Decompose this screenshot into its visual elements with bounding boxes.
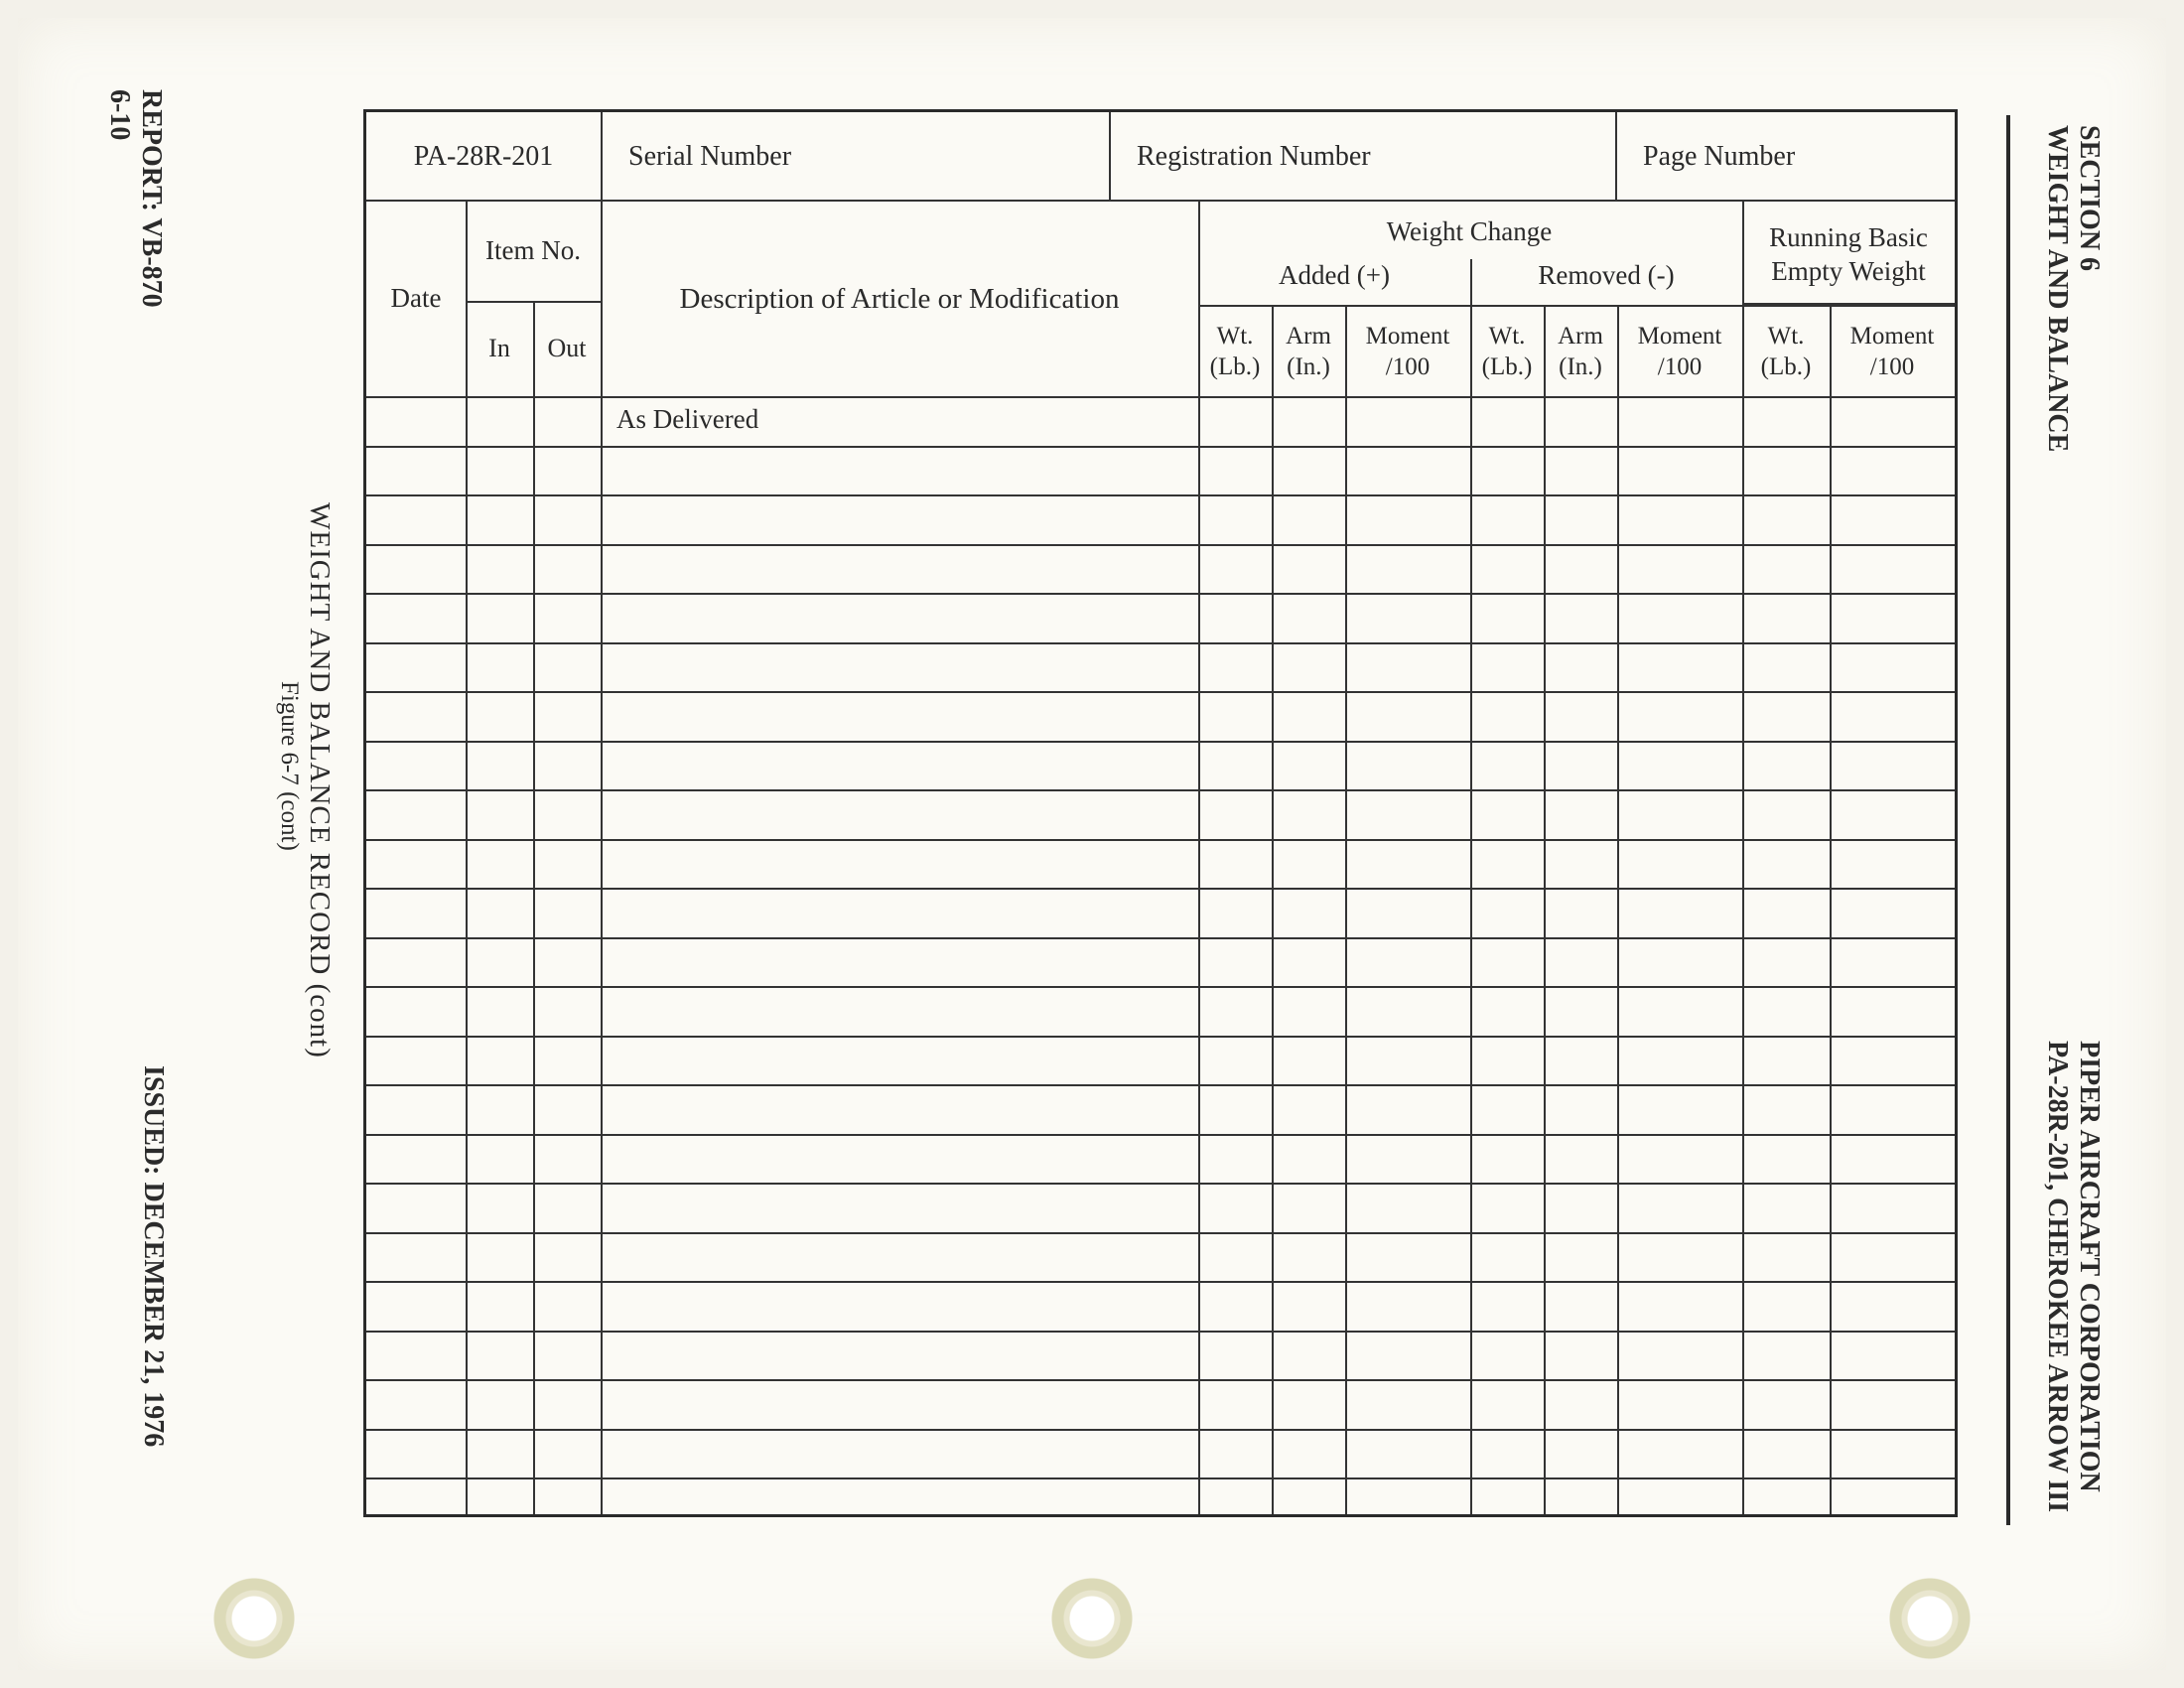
- model-cell: PA-28R-201: [413, 140, 554, 172]
- table-row[interactable]: [366, 1185, 1955, 1234]
- table-row[interactable]: [366, 1333, 1955, 1382]
- removed-arm-header: Arm (In.): [1558, 322, 1603, 380]
- punch-hole: [1050, 1577, 1134, 1660]
- weight-change-header: Weight Change: [1386, 216, 1553, 247]
- table-row[interactable]: [366, 595, 1955, 644]
- table-row[interactable]: [366, 644, 1955, 694]
- table-row[interactable]: [366, 546, 1955, 596]
- removed-header: Removed (-): [1538, 260, 1675, 291]
- table-row[interactable]: [366, 1479, 1955, 1529]
- col-in-header: In: [488, 333, 510, 362]
- table-row[interactable]: [366, 1381, 1955, 1431]
- table-row[interactable]: [366, 841, 1955, 891]
- table-row[interactable]: [366, 791, 1955, 841]
- company-name: PIPER AIRCRAFT CORPORATION: [2074, 1041, 2105, 1492]
- section-title: WEIGHT AND BALANCE: [2042, 125, 2073, 453]
- section-header: [2041, 125, 2105, 452]
- col-description-header: Description of Article or Modification: [679, 282, 1120, 315]
- page-number-field[interactable]: Page Number: [1643, 140, 1796, 172]
- weight-balance-form: [363, 109, 1958, 1517]
- issued-date: ISSUED: DECEMBER 21, 1976: [138, 1065, 169, 1448]
- table-row[interactable]: [366, 1136, 1955, 1186]
- serial-number-field[interactable]: Serial Number: [628, 140, 792, 172]
- registration-number-field[interactable]: Registration Number: [1137, 140, 1371, 172]
- model-name: PA-28R-201, CHEROKEE ARROW III: [2042, 1041, 2073, 1513]
- figure-caption: [275, 502, 336, 1058]
- table-row[interactable]: [366, 743, 1955, 792]
- table-row[interactable]: [366, 1283, 1955, 1333]
- page-number: 6-10: [104, 89, 135, 141]
- removed-moment-header: Moment /100: [1637, 322, 1722, 380]
- punch-hole: [212, 1577, 296, 1660]
- table-row[interactable]: [366, 448, 1955, 497]
- table-row[interactable]: [366, 1431, 1955, 1480]
- punch-hole: [1888, 1577, 1972, 1660]
- removed-wt-header: Wt. (Lb.): [1481, 322, 1533, 380]
- running-wt-header: Wt. (Lb.): [1760, 322, 1812, 380]
- table-row[interactable]: [366, 398, 1955, 448]
- table-row[interactable]: [366, 496, 1955, 546]
- col-date-header: Date: [390, 283, 442, 314]
- header-rule: [2006, 115, 2010, 1525]
- running-basic-header: Running Basic Empty Weight: [1769, 222, 1928, 286]
- report-footer: [103, 89, 167, 308]
- table-row[interactable]: [366, 1038, 1955, 1087]
- caption-title: WEIGHT AND BALANCE RECORD (cont): [304, 502, 336, 1058]
- document-page: [18, 18, 2166, 1670]
- report-number: REPORT: VB-870: [136, 89, 167, 308]
- caption-figure: Figure 6-7 (cont): [276, 681, 303, 851]
- table-row[interactable]: [366, 988, 1955, 1038]
- table-row[interactable]: [366, 890, 1955, 939]
- table-row[interactable]: [366, 939, 1955, 989]
- added-moment-header: Moment /100: [1365, 322, 1450, 380]
- running-moment-header: Moment /100: [1849, 322, 1935, 380]
- table-row[interactable]: [366, 693, 1955, 743]
- row-description: As Delivered: [616, 404, 759, 434]
- section-number: SECTION 6: [2074, 125, 2105, 272]
- table-row[interactable]: [366, 1234, 1955, 1284]
- table-row[interactable]: [366, 1086, 1955, 1136]
- added-header: Added (+): [1279, 260, 1390, 291]
- company-header: [2041, 1041, 2105, 1512]
- col-out-header: Out: [547, 333, 587, 362]
- added-wt-header: Wt. (Lb.): [1209, 322, 1261, 380]
- col-item-no-header: Item No.: [485, 235, 581, 266]
- added-arm-header: Arm (In.): [1286, 322, 1331, 380]
